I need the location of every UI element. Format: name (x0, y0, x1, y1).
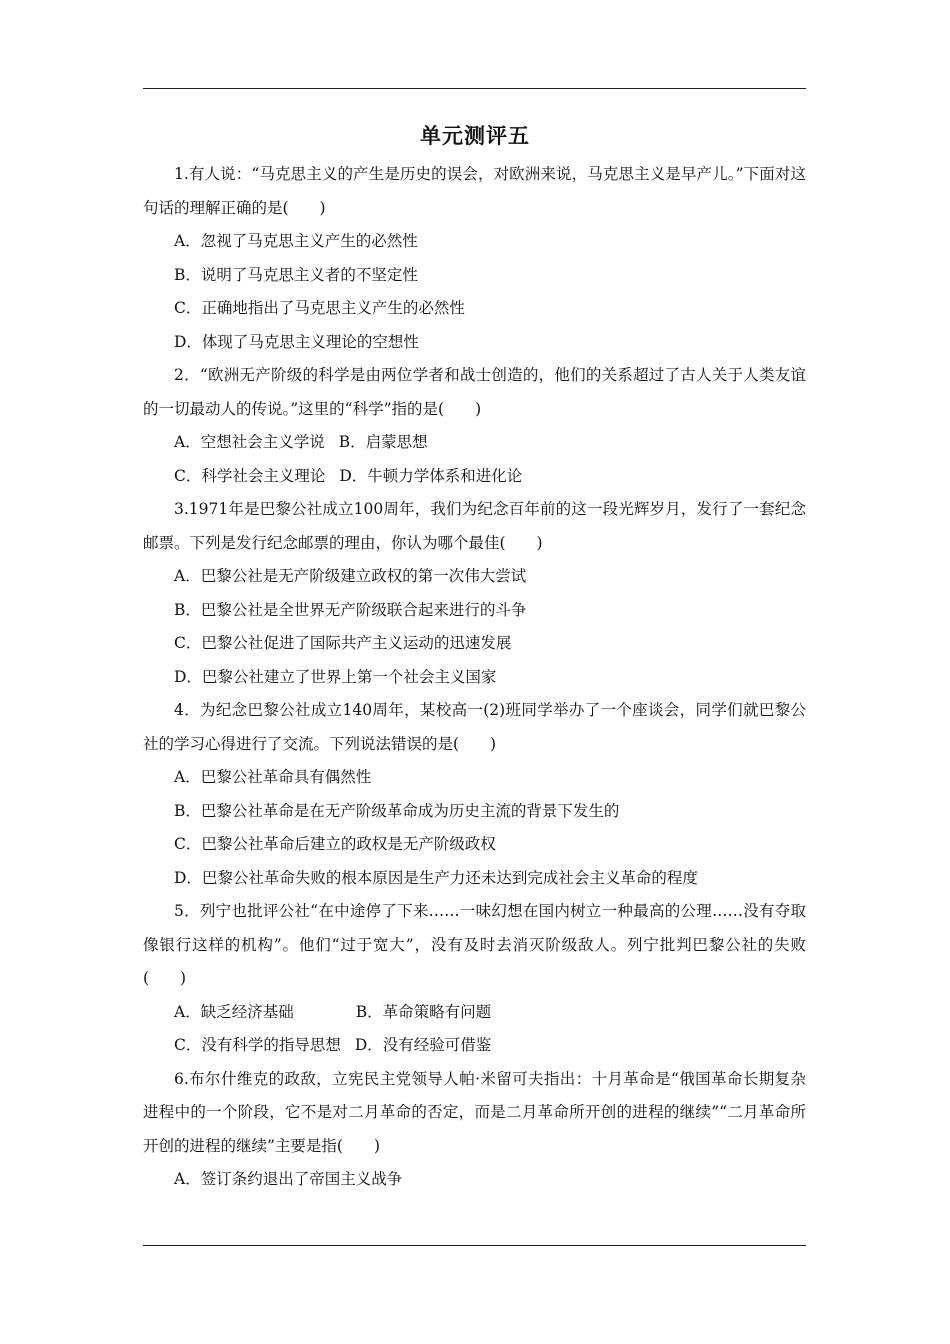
option-c: C．没有科学的指导思想 (174, 1036, 341, 1054)
option-d: D．巴黎公社建立了世界上第一个社会主义国家 (174, 667, 497, 686)
option-a: A．空想社会主义学说 (174, 433, 325, 451)
question-list (143, 158, 806, 1197)
option-c: C．正确地指出了马克思主义产生的必然性 (174, 299, 465, 317)
header-rule (143, 88, 806, 89)
option-b: B．巴黎公社革命是在无产阶级革命成为历史主流的背景下发生的 (174, 801, 620, 820)
question-2 (143, 359, 806, 493)
question-stem: 6.布尔什维克的政敌，立宪民主党领导人帕·米留可夫指出：十月革命是“俄国革命长期复杂进程中的一个阶段，它不是对二月革命的否定，而是二月革命所开创的进程的继续”“二月革命所开创的进程的继续”主要是指( ) (143, 1069, 806, 1155)
page-title: 单元测评五 (420, 124, 530, 148)
option-b: B．说明了马克思主义者的不坚定性 (174, 265, 418, 284)
option-a: A．忽视了马克思主义产生的必然性 (174, 232, 418, 250)
question-stem: 2．“欧洲无产阶级的科学是由两位学者和战士创造的，他们的关系超过了古人关于人类友谊的一切最动人的传说。”这里的“科学”指的是( ) (143, 366, 806, 418)
option-d: D．没有经验可借鉴 (354, 1036, 492, 1054)
question-stem: 4．为纪念巴黎公社成立140周年，某校高一(2)班同学举办了一个座谈会，同学们就巴黎公社的学习心得进行了交流。下列说法错误的是( ) (143, 701, 806, 753)
option-c: C．科学社会主义理论 (174, 466, 326, 485)
option-row-cd (143, 1029, 806, 1063)
option-b: B．启蒙思想 (338, 433, 428, 451)
question-3 (143, 493, 806, 694)
footer-rule (143, 1245, 806, 1246)
option-c: C．巴黎公社革命后建立的政权是无产阶级政权 (174, 835, 496, 853)
question-stem: 1.有人说：“马克思主义的产生是历史的误会，对欧洲来说，马克思主义是早产儿。”下面对这句话的理解正确的是( ) (143, 165, 806, 217)
option-a: A．签订条约退出了帝国主义战争 (174, 1170, 403, 1188)
question-4 (143, 694, 806, 895)
option-a: A．缺乏经济基础 (174, 1002, 294, 1021)
option-b: B．革命策略有问题 (355, 1002, 492, 1021)
option-d: D．牛顿力学体系和进化论 (339, 466, 523, 485)
question-5 (143, 895, 806, 1063)
option-d: D．巴黎公社革命失败的根本原因是生产力还未达到完成社会主义革命的程度 (174, 868, 698, 887)
question-1 (143, 158, 806, 359)
question-stem: 5．列宁也批评公社“在中途停了下来……一味幻想在国内树立一种最高的公理……没有夺取像银行这样的机构”。他们“过于宽大”，没有及时去消灭阶级敌人。列宁批判巴黎公社的失败( ) (143, 902, 806, 987)
option-c: C．巴黎公社促进了国际共产主义运动的迅速发展 (174, 634, 512, 652)
option-b: B．巴黎公社是全世界无产阶级联合起来进行的斗争 (174, 600, 527, 619)
option-row-cd (143, 460, 806, 494)
option-a: A．巴黎公社是无产阶级建立政权的第一次伟大尝试 (174, 567, 527, 585)
option-row-ab (143, 996, 806, 1030)
question-6 (143, 1063, 806, 1197)
question-stem: 3.1971年是巴黎公社成立100周年，我们为纪念百年前的这一段光辉岁月，发行了一套纪念邮票。下列是发行纪念邮票的理由，你认为哪个最佳( ) (143, 500, 806, 552)
option-a: A．巴黎公社革命具有偶然性 (174, 768, 372, 786)
option-d: D．体现了马克思主义理论的空想性 (174, 332, 419, 351)
option-row-ab (143, 426, 806, 460)
